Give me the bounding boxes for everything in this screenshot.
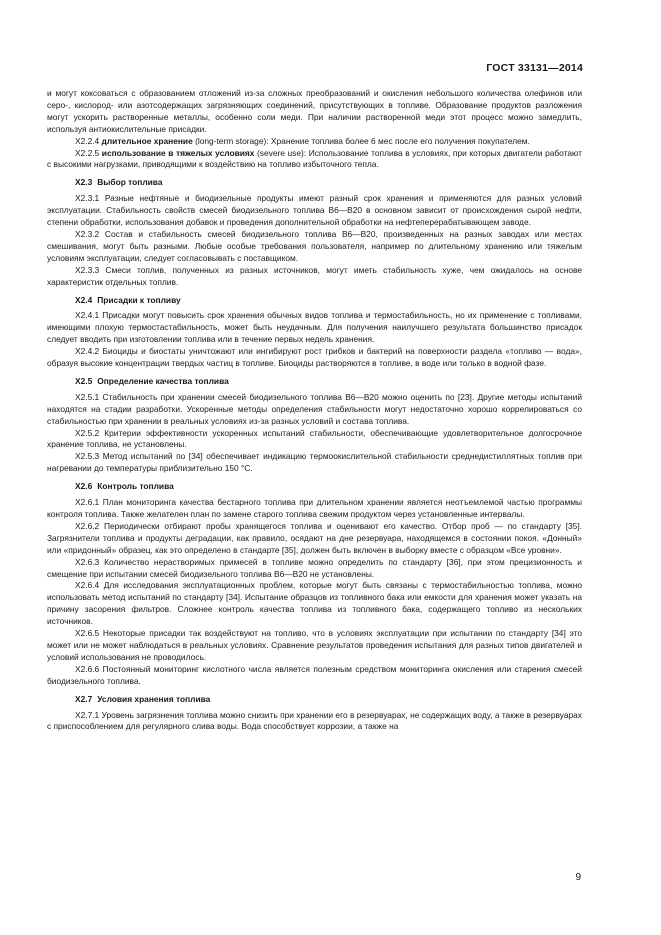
- paragraph-continuation: и могут коксоваться с образованием отложений из-за сложных преобразований и окисления небольшого количества олефинов или серо-, кислород- или азотсодержащих загрязняющих соединений, присутствующих в топливе. Образование продуктов разложения могут ускорить растворенные металлы, особенно соли меди. При наличии растворенной меди этот процесс можно замедлить, используя антиокислительные присадки.: [47, 88, 582, 134]
- section-number: X2.6: [75, 481, 93, 492]
- paragraph-x2-5-2: X2.5.2 Критерии эффективности ускоренных испытаний стабильности, обеспечивающие удовлетворительное долгосрочное хранение топлива, не установлены.: [47, 427, 582, 450]
- paragraph-x2-4-2: X2.4.2 Биоциды и биостаты уничтожают или ингибируют рост грибков и бактерий на поверхности раздела «топливо — вода», образуя высокие концентрации твердых частиц в топливе. Биоциды растворяются в топливе, в воде или только в водной фазе.: [47, 346, 582, 369]
- paragraph-x2-5-3: X2.5.3 Метод испытаний по [34] обеспечивает индикацию термоокислительной стабильности среднедистиллятных топлив при нагревании до температуры приблизительно 150 °С.: [47, 451, 582, 474]
- section-title: Контроль топлива: [97, 481, 174, 492]
- standard-code-header: ГОСТ 33131—2014: [486, 62, 583, 74]
- section-number: X2.3: [75, 177, 93, 188]
- paragraph-x2-3-2: X2.3.2 Состав и стабильность смесей биодизельного топлива В6—В20, произведенных на разных заводах или местах смешивания, могут быть разными. Любые особые требования пользователя, например по длительному хранению или тяжелым условиям эксплуатации, следует согласовывать с поставщиком.: [47, 228, 582, 263]
- section-title: Присадки к топливу: [97, 294, 181, 305]
- section-number: X2.5: [75, 375, 93, 386]
- paragraph-x2-6-4: X2.6.4 Для исследования эксплуатационных проблем, которые могут быть связаны с термостабильностью топлива, можно использовать метод испытаний по стандарту [34]. Испытание образцов из топливного бака или емкости для хранения может указать на причину засорения фильтров. Сложнее контроль качества топлива из топливного бака, содержащего топливо из нескольких источников.: [47, 580, 582, 627]
- paragraph-x2-6-3: X2.6.3 Количество нерастворимых примесей в топливе можно определить по стандарту [36], при этом прецизионность и смещение при испытании смесей биодизельного топлива В6—В20 не установлены.: [47, 556, 582, 579]
- paragraph-x2-2-4: [47, 136, 582, 148]
- paragraph-x2-7-1: X2.7.1 Уровень загрязнения топлива можно снизить при хранении его в резервуарах, не содержащих воду, а также в резервуарах с приспособлением для регулярного слива воды. Вода способствует коррозии, а также на: [47, 709, 582, 732]
- term: использование в тяжелых условиях: [101, 147, 255, 158]
- section-number: X2.4: [75, 294, 93, 305]
- section-number: X2.7: [75, 693, 93, 704]
- section-heading-x2-7: [47, 694, 582, 706]
- section-title: Определение качества топлива: [97, 375, 229, 386]
- paragraph-x2-6-2: X2.6.2 Периодически отбирают пробы хранящегося топлива и оценивают его качество. Отбор проб — по стандарту [35]. Загрязнители топлива и продукты деградации, как правило, осядают на дне резервуара, находящемся в состоянии покоя. «Донный» или «придонный» образец, как это определено в стандарте [35], должен быть включен в выборку вместе с образцом «Все уровни».: [47, 520, 582, 555]
- paragraph-x2-3-3: X2.3.3 Смеси топлив, полученных из разных источников, могут иметь стабильность хуже, чем ожидалось на основе характеристик отдельных топлив.: [47, 264, 582, 287]
- term-definition: (severe use): Использование топлива в условиях, при которых двигатели работают с высокими нагрузками, приводящими к воздействию на топливо избыточного тепла.: [47, 147, 582, 170]
- paragraph-x2-6-6: X2.6.6 Постоянный мониторинг кислотного числа является полезным средством мониторинга окисления или старения смесей биодизельного топлива.: [47, 663, 582, 686]
- term: длительное хранение: [101, 135, 193, 146]
- page-number: 9: [575, 872, 581, 883]
- section-heading-x2-3: [47, 177, 582, 189]
- paragraph-x2-5-1: X2.5.1 Стабильность при хранении смесей биодизельного топлива В6—В20 можно оценить по [23]. Другие методы испытаний находятся на стадии разработки. Ускоренные методы определения стабильности могут недостаточно хорошо коррелироваться со стабильностью при хранении в реальных условиях из-за разных условий и состава топлива.: [47, 391, 582, 426]
- section-title: Выбор топлива: [97, 177, 163, 188]
- section-heading-x2-5: [47, 376, 582, 388]
- section-title: Условия хранения топлива: [97, 693, 211, 704]
- paragraph-x2-6-1: X2.6.1 План мониторинга качества бестарного топлива при длительном хранении является неотъемлемой частью программы контроля топлива. Также желателен план по замене старого топлива свежим продуктом через установленные интервалы.: [47, 497, 582, 519]
- page-content: [47, 88, 582, 733]
- section-heading-x2-6: [47, 481, 582, 493]
- clause-number: X2.2.5: [75, 147, 100, 158]
- clause-number: X2.2.4: [75, 135, 100, 146]
- section-heading-x2-4: [47, 295, 582, 307]
- paragraph-x2-2-5: [47, 148, 582, 172]
- paragraph-x2-6-5: X2.6.5 Некоторые присадки так воздействуют на топливо, что в условиях эксплуатации при испытании по стандарту [34] это может или не может наблюдаться в реальных условиях. Сравнение результатов проведения испытания для разных типов двигателей и условий использования не проводилось.: [47, 628, 582, 662]
- paragraph-x2-4-1: X2.4.1 Присадки могут повысить срок хранения обычных видов топлива и термостабильность, но их применение с топливами, имеющими плохую термостастабильность, может быть неудачным. Для получения наилучшего результата большинство присадок следует вводить при изготовлении топлива или в течение первых недель хранения.: [47, 310, 582, 345]
- term-definition: (long-term storage): Хранение топлива более 6 мес после его получения покупателем.: [195, 135, 530, 146]
- paragraph-x2-3-1: X2.3.1 Разные нефтяные и биодизельные продукты имеют разный срок хранения и применяются для разных условий эксплуатации. Стабильность свойств смесей биодизельного топлива В6—В20 в основном зависит от происхождения сырой нефти, степени обработки, использования добавок и проведения дополнительной обработки на нефтеперерабатывающем заводе.: [47, 193, 582, 228]
